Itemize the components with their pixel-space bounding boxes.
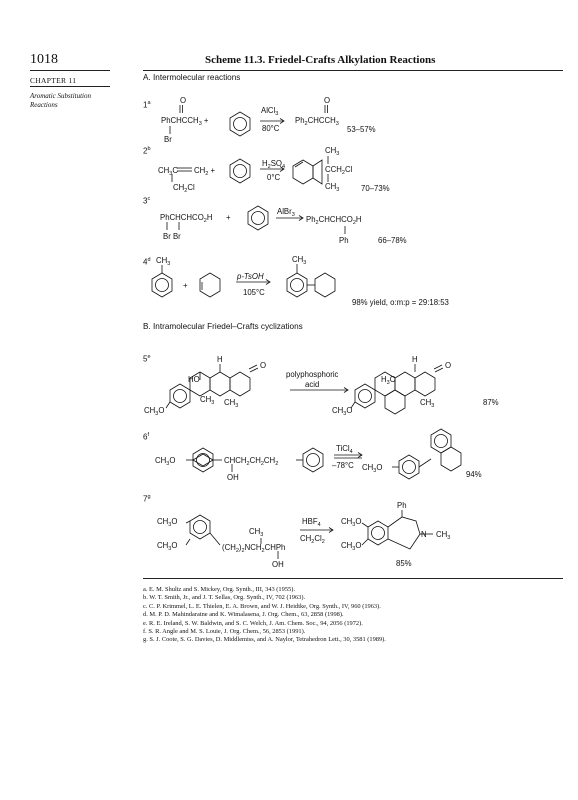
reaction-arrow bbox=[300, 528, 333, 533]
svg-text:polyphosphoric: polyphosphoric bbox=[286, 370, 339, 379]
svg-text:Ph2CHCHCO2H: $Ph_2CHCHCO_2H$ bbox=[306, 215, 362, 226]
product-ketone-bond bbox=[325, 105, 328, 113]
svg-text:AlBr3: AlBr$_3$ bbox=[277, 207, 295, 218]
svg-text:0°C: 0°C bbox=[267, 173, 281, 182]
svg-text:OH: OH bbox=[272, 560, 284, 569]
cyclohexene-structure bbox=[200, 273, 220, 297]
svg-text:CH3: $CH_3$ bbox=[325, 146, 340, 157]
entry-yield: 94% bbox=[466, 470, 482, 479]
svg-text:CH3O: $CH_3O$ bbox=[341, 541, 362, 552]
svg-text:CH3O: $CH_3O$ bbox=[157, 541, 178, 552]
entry-yield: 85% bbox=[396, 559, 412, 568]
svg-text:O: O bbox=[180, 96, 187, 105]
structure-labels bbox=[144, 96, 499, 569]
reference-item: f. S. R. Angle and M. S. Louie, J. Org. Chem., 56, 2853 (1991). bbox=[143, 628, 306, 636]
entry-yield: 66–78% bbox=[378, 236, 407, 245]
references-list bbox=[143, 586, 563, 645]
entry-reagent: p-TsOH bbox=[237, 272, 264, 281]
svg-text:CH3: $CH_3$ bbox=[325, 182, 340, 193]
reference-item: d. M. P. D. Mahindaratne and K. Wimalasena, J. Org. Chem., 63, 2858 (1998). bbox=[143, 611, 344, 619]
svg-text:HO: HO bbox=[188, 375, 200, 384]
svg-text:CH3: $CH_3$ bbox=[156, 256, 171, 267]
svg-text:CH2Cl: $CH_2Cl$ bbox=[173, 183, 195, 194]
svg-text:H: H bbox=[412, 355, 418, 364]
svg-text:80°C: 80°C bbox=[262, 124, 280, 133]
section-b-heading: B. Intramolecular Friedel–Crafts cyclizations bbox=[143, 322, 303, 331]
reference-item: a. E. M. Shultz and S. Mickey, Org. Synth., III, 343 (1955). bbox=[143, 586, 295, 593]
svg-text:CH3O: $CH_3O$ bbox=[157, 517, 178, 528]
svg-text:CHCH2CH2CH2: $CHCH_2CH_2CH_2$ bbox=[224, 456, 279, 467]
svg-text:TiCl4: TiCl$_4$ bbox=[336, 444, 353, 455]
svg-text:+: + bbox=[226, 213, 231, 222]
svg-text:CCH2Cl: $CCH_2Cl$ bbox=[325, 165, 353, 176]
svg-text:OH: OH bbox=[227, 473, 239, 482]
svg-text:(CH2)2NCH2CHPh: $(CH_2)_2NCH_2CHPh$ bbox=[222, 543, 286, 554]
svg-text:CH3O: $CH_3O$ bbox=[144, 406, 165, 417]
scheme-title: Scheme 11.3. Friedel-Crafts Alkylation Reactions bbox=[205, 54, 436, 66]
svg-text:PhCHCHCO2H: PhCHCHCO$_2$H bbox=[160, 213, 213, 224]
svg-text:Ph2CHCCH3: $Ph_2CHCCH_3$ bbox=[295, 116, 339, 127]
entry-number: 6$^f$ bbox=[143, 432, 149, 442]
svg-text:CH3O: $CH_3O$ bbox=[155, 456, 176, 467]
entry-yield: 70–73% bbox=[361, 184, 390, 193]
svg-text:CH3: $CH_3$ bbox=[292, 255, 307, 266]
page-number: 1018 bbox=[30, 52, 58, 67]
reference-item: e. R. E. Ireland, S. W. Baldwin, and S. C. Welch, J. Am. Chem. Soc., 94, 2056 (1972). bbox=[143, 619, 363, 627]
svg-text:Br Br: Br Br bbox=[163, 232, 181, 241]
chapter-label: CHAPTER 11 bbox=[30, 76, 77, 85]
svg-text:CH3O: $CH_3O$ bbox=[332, 406, 353, 417]
svg-text:CH3O: $CH_3O$ bbox=[362, 463, 383, 474]
cyclohexyltoluene-product bbox=[287, 264, 335, 297]
entry-yield: 53–57% bbox=[347, 125, 376, 134]
entry-number: 4$^d$ bbox=[143, 257, 151, 267]
reaction-arrow bbox=[276, 216, 303, 221]
toluene-structure bbox=[152, 265, 172, 297]
svg-text:+: + bbox=[183, 281, 188, 290]
svg-text:Ph: Ph bbox=[339, 236, 349, 245]
entry-number: 3$^c$ bbox=[143, 196, 151, 206]
svg-text:H: H bbox=[217, 355, 223, 364]
entry-number: 2$^b$ bbox=[143, 146, 151, 156]
svg-text:Ph: Ph bbox=[397, 501, 407, 510]
entry-number: 1$^a$ bbox=[143, 100, 151, 110]
svg-text:O: O bbox=[260, 361, 267, 370]
svg-text:O: O bbox=[324, 96, 331, 105]
svg-text:CH3: $CH_3$ bbox=[200, 395, 215, 406]
svg-text:CH3: $CH_3$ bbox=[249, 527, 264, 538]
tetralin-product-structure bbox=[392, 429, 461, 479]
svg-text:CH3O: $CH_3O$ bbox=[341, 517, 362, 528]
entry-yield: 87% bbox=[483, 398, 499, 407]
svg-text:CH3: $CH_3$ bbox=[420, 398, 435, 409]
indane-product-structure bbox=[293, 156, 328, 184]
svg-text:AlCl3: AlCl$_3$ bbox=[261, 106, 279, 117]
benzene-ring bbox=[230, 112, 250, 136]
svg-text:CH3: $CH_3$ bbox=[224, 398, 239, 409]
svg-text:PhCHCCH3 +: PhCHCCH$_3$ + bbox=[161, 116, 209, 127]
svg-text:H2SO4: $H_2SO_4$ bbox=[262, 159, 286, 170]
chapter-subtitle-line1: Aromatic Substitution bbox=[30, 92, 91, 100]
entry-number: 7$^g$ bbox=[143, 494, 151, 504]
benzene-ring bbox=[230, 159, 250, 183]
svg-text:CH3C: $CH_3C$ bbox=[158, 166, 178, 177]
svg-text:CH2 +: $CH_2$ + bbox=[194, 166, 216, 177]
dibromo-acid-bonds bbox=[167, 222, 179, 230]
svg-text:105°C: 105°C bbox=[243, 288, 265, 297]
references-rule bbox=[143, 578, 563, 579]
reference-item: b. W. T. Smith, Jr., and J. T. Sellas, Org. Synth., IV, 702 (1963). bbox=[143, 594, 306, 602]
svg-text:CH2Cl2: $CH_2Cl_2$ bbox=[300, 534, 325, 545]
reaction-arrow bbox=[260, 119, 284, 124]
section-a-heading: A. Intermolecular reactions bbox=[143, 73, 241, 82]
svg-text:O: O bbox=[445, 361, 452, 370]
svg-text:acid: acid bbox=[305, 380, 320, 389]
benzene-ring bbox=[248, 206, 268, 230]
chapter-subtitle-line2: Reactions bbox=[30, 100, 58, 109]
svg-text:N: N bbox=[421, 530, 427, 539]
svg-text:CH3: $CH_3$ bbox=[436, 530, 451, 541]
svg-text:–78°C: –78°C bbox=[332, 461, 354, 470]
reference-item: g. S. J. Coote, S. G. Davies, D. Middlemiss, and A. Naylor, Tetrahedron Lett., 30, 3581 (1989). bbox=[143, 636, 386, 644]
reference-item: c. C. P. Krimmel, L. E. Thielen, E. A. Brown, and W. J. Heidtke, Org. Synth., IV, 960 (1963). bbox=[143, 602, 381, 610]
svg-text:HBF4: $HBF_4$ bbox=[302, 517, 321, 528]
entry-number: 5e bbox=[143, 354, 151, 364]
entry-yield: 98% yield, o:m:p = 29:18:53 bbox=[352, 298, 449, 307]
svg-text:H3C: $H_3C$ bbox=[381, 375, 396, 386]
reaction-arrow bbox=[334, 453, 362, 459]
svg-text:Br: Br bbox=[164, 135, 172, 144]
